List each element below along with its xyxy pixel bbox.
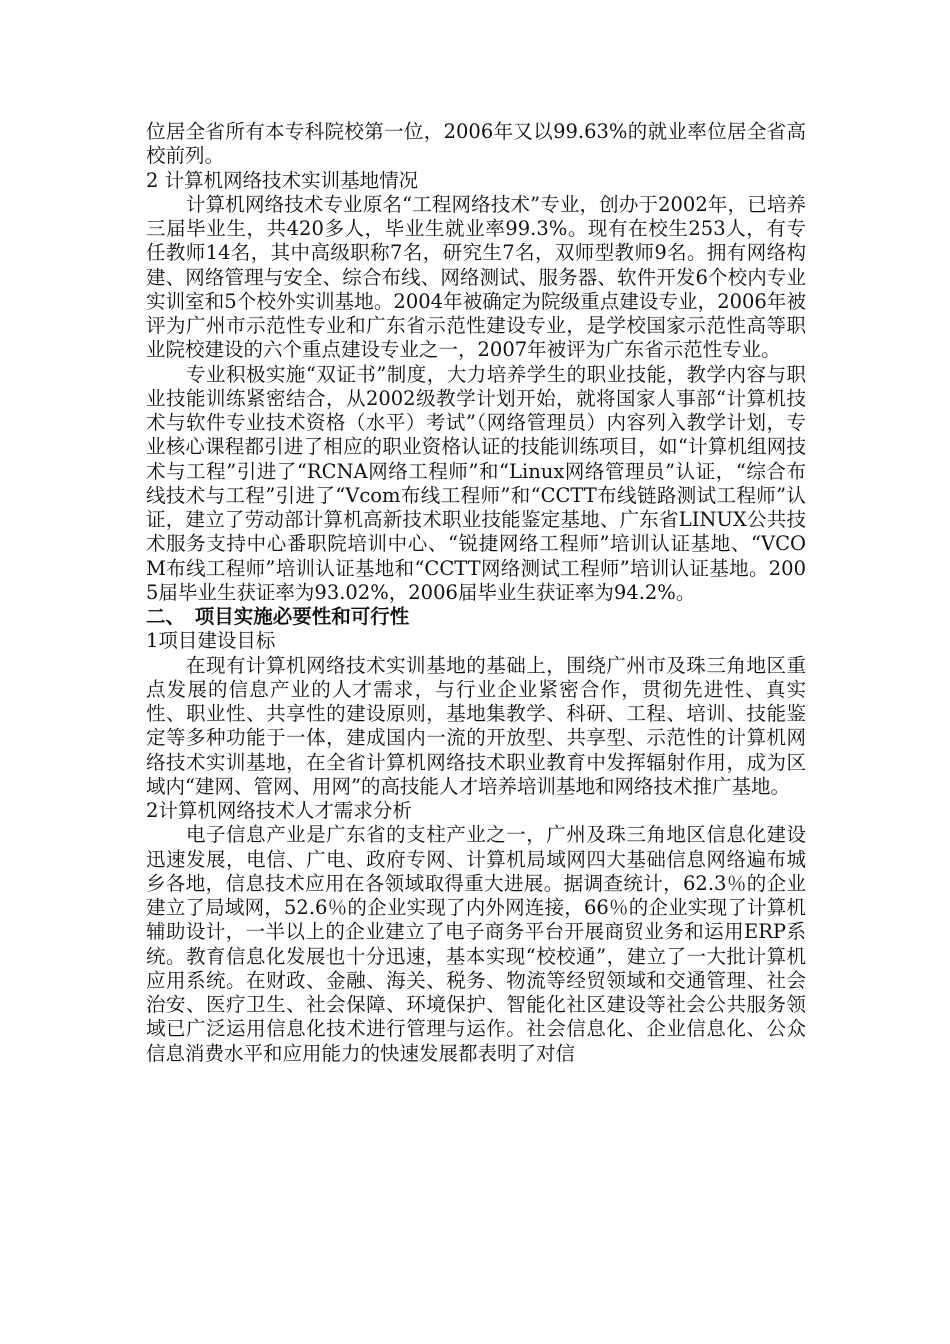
paragraph-major-overview: 计算机网络技术专业原名“工程网络技术”专业，创办于2002年，已培养三届毕业生，共420多人，毕业生就业率99.3%。现有在校生253人，有专任教师14名，其中高级职称7名，研究生7名，双师型教师9名。拥有网络构建、网络管理与安全、综合布线、网络测试、服务器、软件开发6个校内专业实训室和5个校外实训基地。2004年被确定为院级重点建设专业，2006年被评为广州市示范性专业和广东省示范性建设专业，是学校国家示范性高等职业院校建设的六个重点建设专业之一，2007年被评为广东省示范性专业。 [146,192,806,362]
intro-paragraph: 位居全省所有本专科院校第一位，2006年又以99.63%的就业率位居全省高校前列。 [146,120,806,168]
paragraph-demand: 电子信息产业是广东省的支柱产业之一，广州及珠三角地区信息化建设迅速发展，电信、广电、政府专网、计算机局域网四大基础信息网络遍布城乡各地，信息技术应用在各领域取得重大进展。据调查统计，62.3％的企业建立了局域网，52.6％的企业实现了内外网连接，66％的企业实现了计算机辅助设计，一半以上的企业建立了电子商务平台开展商贸业务和运用ERP系统。教育信息化发展也十分迅速，基本实现“校校通”，建立了一大批计算机应用系统。在财政、金融、海关、税务、物流等经贸领域和交通管理、社会治安、医疗卫生、社会保障、环境保护、智能化社区建设等社会公共服务领域已广泛运用信息化技术进行管理与运作。社会信息化、企业信息化、公众信息消费水平和应用能力的快速发展都表明了对信 [146,823,806,1065]
paragraph-dual-certificate: 专业积极实施“双证书”制度，大力培养学生的职业技能，教学内容与职业技能训练紧密结合，从2002级教学计划开始，就将国家人事部“计算机技术与软件专业技术资格（水平）考试”（网络管理员）内容列入教学计划，专业核心课程都引进了相应的职业资格认证的技能训练项目，如“计算机组网技术与工程”引进了“RCNA网络工程师”和“Linux网络管理员”认证，“综合布线技术与工程”引进了“Vcom布线工程师”和“CCTT布线链路测试工程师”认证，建立了劳动部计算机高新技术职业技能鉴定基地、广东省LINUX公共技术服务支持中心番职院培训中心、“锐捷网络工程师”培训认证基地、“VCOM布线工程师”培训认证基地和“CCTT网络测试工程师”培训认证基地。2005届毕业生获证率为93.02%，2006届毕业生获证率为94.2%。 [146,362,806,604]
paragraph-goals: 在现有计算机网络技术实训基地的基础上，围绕广州市及珠三角地区重点发展的信息产业的人才需求，与行业企业紧密合作，贯彻先进性、真实性、职业性、共享性的建设原则，基地集教学、科研、工程、培训、技能鉴定等多种功能于一体，建成国内一流的开放型、共享型、示范性的计算机网络技术实训基地，在全省计算机网络技术职业教育中发挥辐射作用，成为区域内“建网、管网、用网”的高技能人才培养培训基地和网络技术推广基地。 [146,653,806,798]
section-heading-training-base: 2 计算机网络技术实训基地情况 [146,168,419,192]
subsection-heading-goals: 1项目建设目标 [146,629,276,653]
section-heading-necessity: 二、 项目实施必要性和可行性 [146,605,410,628]
subsection-heading-demand: 2计算机网络技术人才需求分析 [146,799,412,822]
document-page [146,120,806,1066]
